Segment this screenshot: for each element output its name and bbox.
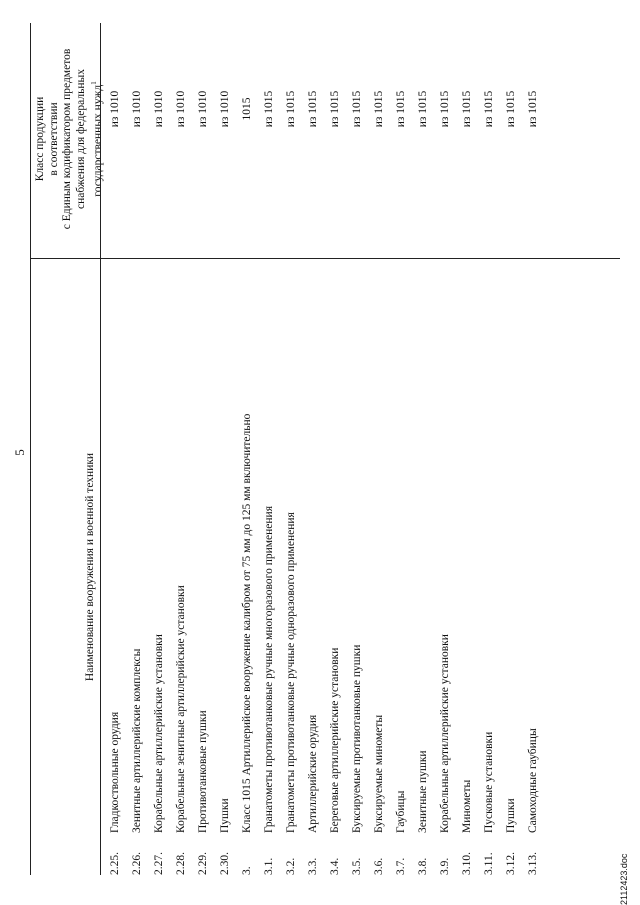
row-name: Корабельные артиллерийские установки <box>153 634 165 833</box>
table-row <box>262 23 284 875</box>
table-row <box>504 23 526 875</box>
row-class: из 1015 <box>373 90 385 128</box>
row-class: из 1015 <box>395 90 407 128</box>
row-number: 3.1. <box>263 857 275 875</box>
table-row <box>350 23 372 875</box>
row-number: 3.12. <box>505 852 517 875</box>
row-number: 3.7. <box>395 857 407 875</box>
column-header-class-line: Класс продукции <box>34 96 46 182</box>
footnote-marker: 1 <box>90 81 98 85</box>
row-name: Буксируемые противотанковые пушки <box>351 644 363 833</box>
row-class: из 1015 <box>417 90 429 128</box>
row-name: Зенитные пушки <box>417 750 429 833</box>
row-name: Самоходные гаубицы <box>527 728 539 833</box>
row-name: Буксируемые минометы <box>373 714 385 833</box>
row-class: из 1015 <box>351 90 363 128</box>
row-class: из 1015 <box>285 90 297 128</box>
row-class: из 1015 <box>439 90 451 128</box>
table-row <box>218 23 240 875</box>
table-top-rule <box>30 23 31 875</box>
row-class: из 1010 <box>109 90 121 128</box>
table-row <box>174 23 196 875</box>
row-name: Зенитные артиллерийские комплексы <box>131 648 143 833</box>
table-row <box>306 23 328 875</box>
row-class: из 1015 <box>307 90 319 128</box>
column-header-name: Наименование вооружения и военной техники <box>84 452 96 682</box>
table-row <box>394 23 416 875</box>
row-name: Пушки <box>505 798 517 833</box>
column-header-class-line: в соответствии <box>47 102 60 176</box>
table-row <box>526 23 548 875</box>
row-number: 2.25. <box>109 852 121 875</box>
row-class: из 1015 <box>483 90 495 128</box>
file-reference: 2112423.doc <box>619 853 629 905</box>
row-number: 3. <box>241 866 253 875</box>
table-row <box>460 23 482 875</box>
row-name: Корабельные артиллерийские установки <box>439 634 451 833</box>
column-header-class-line-text: государственных нужд <box>91 84 104 197</box>
row-class: из 1015 <box>527 90 539 128</box>
row-number: 3.13. <box>527 852 539 875</box>
row-class: из 1015 <box>329 90 341 128</box>
row-class: из 1015 <box>461 90 473 128</box>
row-name: Артиллерийские орудия <box>307 714 319 833</box>
row-name: Корабельные зенитные артиллерийские установки <box>175 585 187 833</box>
column-header-class-line: снабжения для федеральных <box>74 69 87 209</box>
column-header-class <box>34 23 105 255</box>
row-number: 3.9. <box>439 857 451 875</box>
row-class: из 1010 <box>131 90 143 128</box>
row-class: из 1015 <box>505 90 517 128</box>
table-row <box>372 23 394 875</box>
row-name: Гладкоствольные орудия <box>109 711 121 833</box>
row-name: Класс 1015 Артиллерийское вооружение калибром от 75 мм до 125 мм включительно <box>241 413 253 833</box>
row-number: 3.5. <box>351 857 363 875</box>
page-number: 5 <box>12 449 27 456</box>
row-number: 3.3. <box>307 857 319 875</box>
table-row <box>130 23 152 875</box>
table-row <box>416 23 438 875</box>
row-class: из 1010 <box>197 90 209 128</box>
header-bottom-rule <box>100 23 101 875</box>
column-header-class-line <box>88 23 105 255</box>
row-number: 2.29. <box>197 852 209 875</box>
row-class: из 1010 <box>175 90 187 128</box>
row-number: 3.2. <box>285 857 297 875</box>
row-name: Пушки <box>219 798 231 833</box>
table-row <box>108 23 130 875</box>
row-number: 3.4. <box>329 857 341 875</box>
table-row <box>196 23 218 875</box>
row-class: 1015 <box>241 97 253 121</box>
row-class: из 1015 <box>263 90 275 128</box>
table-row <box>152 23 174 875</box>
row-number: 2.28. <box>175 852 187 875</box>
column-header-class-line: с Единым кодификатором предметов <box>61 48 73 230</box>
row-name: Гаубицы <box>395 790 407 833</box>
table-row <box>328 23 350 875</box>
row-number: 2.27. <box>153 852 165 875</box>
row-number: 2.26. <box>131 852 143 875</box>
table-row <box>482 23 504 875</box>
table-row <box>438 23 460 875</box>
row-number: 3.10. <box>461 852 473 875</box>
row-number: 3.11. <box>483 852 495 875</box>
row-name: Гранатометы противотанковые ручные многоразового применения <box>263 506 275 833</box>
row-name: Береговые артиллерийские установки <box>329 647 341 833</box>
row-name: Минометы <box>461 779 473 833</box>
row-name: Противотанковые пушки <box>197 710 209 833</box>
row-number: 3.8. <box>417 857 429 875</box>
table-row <box>284 23 306 875</box>
row-number: 2.30. <box>219 852 231 875</box>
row-class: из 1010 <box>153 90 165 128</box>
table-row <box>240 23 262 875</box>
row-name: Пусковые установки <box>483 731 495 833</box>
row-number: 3.6. <box>373 857 385 875</box>
row-name: Гранатометы противотанковые ручные одноразового применения <box>285 512 297 833</box>
row-class: из 1010 <box>219 90 231 128</box>
